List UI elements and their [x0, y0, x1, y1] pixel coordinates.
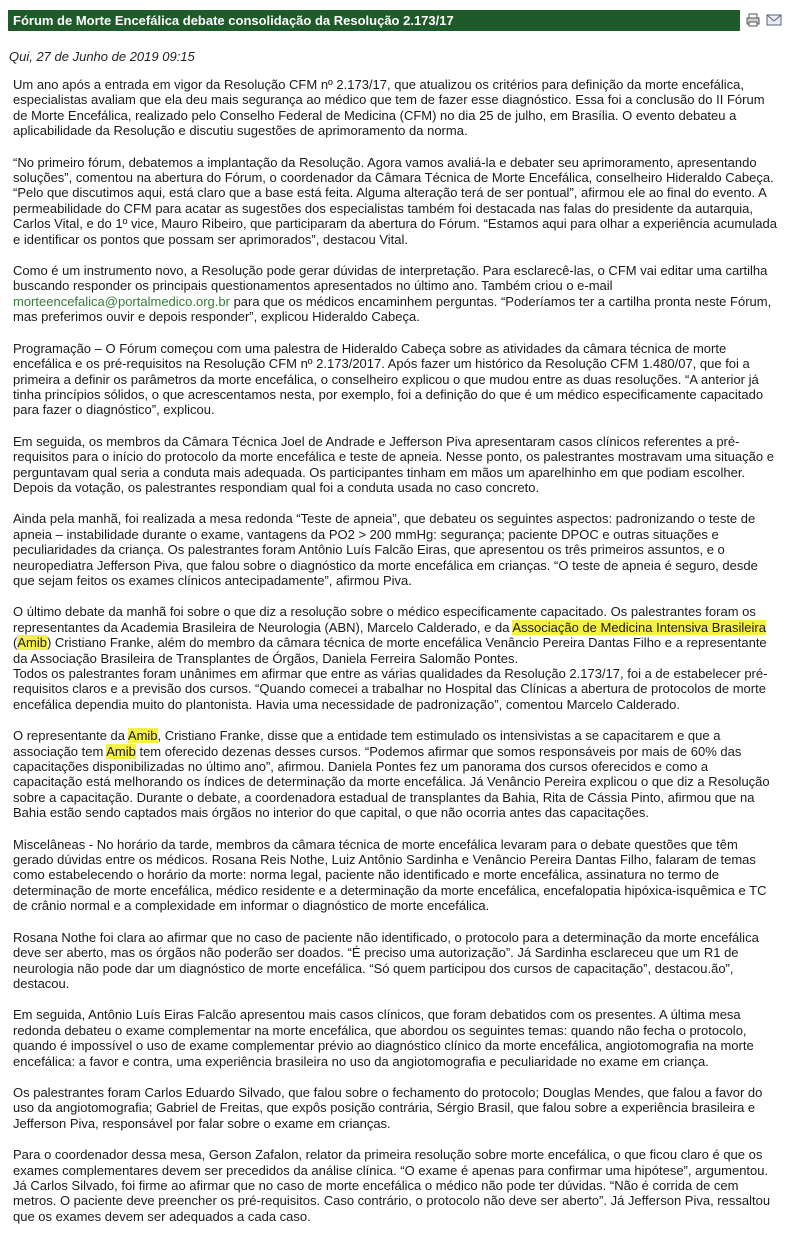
text: para que os médicos encaminhem perguntas. “Poderíamos ter a cartilha pronta neste Fórum, mas preferimos ouvir e depois responder”, explicou Hideraldo Cabeça. [13, 293, 772, 325]
highlighted-text: Amib [106, 743, 136, 759]
highlighted-text: Associação de Medicina Intensiva Brasileira [512, 619, 766, 635]
paragraph [13, 604, 779, 712]
paragraph: Rosana Nothe foi clara ao afirmar que no caso de paciente não identificado, o protocolo para a determinação da morte encefálica deve ser aberto, mas os órgãos não poderão ser doados. “É preciso uma autorização”. Já Sardinha esclareceu que um R1 de neurologia não pode dar um diagnóstico de morte encefálica. “Só quem participou dos cursos de capacitação”, destacou.ão”, destacou. [13, 929, 759, 991]
paragraph: Um ano após a entrada em vigor da Resolução CFM nº 2.173/17, que atualizou os critérios para definição da morte encefálica, especialistas avaliam que ela deu mais segurança ao médico que tem de fazer esse diagnóstico. Essa foi a conclusão do II Fórum de Morte Encefálica, realizado pelo Conselho Federal de Medicina (CFM) no dia 25 de julho, em Brasília. O evento debateu a aplicabilidade da Resolução e discutiu sugestões de aprimoramento da norma. [13, 77, 765, 139]
paragraph: Em seguida, Antônio Luís Eiras Falcão apresentou mais casos clínicos, que foram debatidos com os presentes. A última mesa redonda debateu o exame complementar na morte encefálica, que abordou os seguintes temas: quando não fecha o protocolo, quando é impossível o uso de exame complementar prévio ao diagnóstico clínico da morte encefálica, angiotomografia na morte encefálica: a favor e contra, uma experiência brasileira no uso da angiotomografia e peculiaridade no exame em criança. [13, 1007, 754, 1069]
text: ) Cristiano Franke, além do membro da câmara técnica de morte encefálica Venâncio Pereira Dantas Filho e a representante da Associação Brasileira de Transplantes de Órgãos, Daniela Ferreira Salomão Pontes. [13, 635, 767, 666]
text: ( [13, 635, 18, 651]
paragraph: Miscelâneas - No horário da tarde, membros da câmara técnica de morte encefálica levaram para o debate questões que têm gerado dúvidas entre os médicos. Rosana Reis Nothe, Luiz Antônio Sardinha e Venâncio Pereira Dantas Filho, falaram de temas como estabelecendo o horário da morte: norma legal, paciente não identificado e morte encefálica, assinatura no termo de determinação de morte encefálica, médico residente e a determinação da morte encefálica, encefalopatia hipóxica-isquêmica e TC de crânio normal e a complexidade em informar o diagnóstico de morte encefálica. [13, 836, 767, 914]
highlighted-text: Amib [17, 635, 47, 651]
article-title-bar [8, 10, 740, 31]
email-link[interactable]: morteencefalica@portalmedico.org.br [13, 293, 230, 309]
text: tem oferecido dezenas desses cursos. “Podemos afirmar que somos responsáveis por mais de 60% das capacitações disponibilizadas no último ano”, afirmou. Daniela Pontes fez um panorama dos cursos oferecidos e como a capacitação está melhorando os índices de determinação da morte encefálica. Já Venâncio Pereira explicou o que diz a Resolução sobre a capacitação. Durante o debate, a coordenadora estadual de transplantes da Bahia, Rita de Cássia Pinto, afirmou que na Bahia estão sendo captados mais órgãos no interior do que capital, o que não ocorria antes das capacitações. [13, 743, 770, 821]
paragraph [13, 263, 779, 325]
article-body [13, 77, 779, 1240]
article-date: Qui, 27 de Junho de 2019 09:15 [9, 49, 195, 64]
paragraph: Ainda pela manhã, foi realizada a mesa redonda “Teste de apneia”, que debateu os seguintes aspectos: padronizando o teste de apneia – instabilidade durante o exame, vantagens da PO2 > 200 mmHg: segurança; paciente DPOC e outras situações e peculiaridades da criança. Os palestrantes foram Antônio Luís Falcão Eiras, que apresentou os três primeiros assuntos, e o neuropediatra Jefferson Piva, que falou sobre o diagnóstico da morte encefálica em crianças. “O teste de apneia é seguro, desde que sejam feitos os exames clínicos antecipadamente”, afirmou Piva. [13, 511, 758, 588]
text: , Cristiano Franke, disse que a entidade tem estimulado os intensivistas a se capacitarem e que a associação tem [13, 728, 721, 759]
paragraph: Programação – O Fórum começou com uma palestra de Hideraldo Cabeça sobre as atividades da câmara técnica de morte encefálica e os pré-requisitos na Resolução CFM nº 2.173/2017. Após fazer um histórico da Resolução CFM 1.480/07, que foi a primeira a definir os parâmetros da morte encefálica, o conselheiro explicou o que mudou entre as duas resoluções. “A anterior já tinha princípios sólidos, o que acrescentamos nesta, por exemplo, foi a definição do que é um médico especificamente capacitado para fazer o diagnóstico”, explicou. [13, 340, 764, 418]
email-icon[interactable] [766, 13, 782, 32]
article-tools [746, 13, 782, 32]
paragraph: Em seguida, os membros da Câmara Técnica Joel de Andrade e Jefferson Piva apresentaram casos clínicos referentes a pré-requisitos para o início do protocolo da morte encefálica e teste de apneia. Nesse ponto, os palestrantes mostravam uma situação e perguntavam qual seria a conduta mais adequada. Os participantes tinham em mãos um aparelhinho em que podiam escolher. Depois da votação, os palestrantes respondiam qual foi a conduta usada no caso concreto. [13, 433, 774, 495]
text: O último debate da manhã foi sobre o que diz a resolução sobre o médico especificamente capacitado. Os palestrantes foram os representantes da Academia Brasileira de Neurologia (ABN), Marcelo Calderado, e da [13, 604, 756, 635]
article-title: Fórum de Morte Encefálica debate consolidação da Resolução 2.173/17 [13, 13, 454, 28]
highlighted-text: Amib [127, 728, 158, 744]
paragraph [13, 728, 779, 820]
text: Todos os palestrantes foram unânimes em afirmar que entre as várias qualidades da Resolução 2.173/17, foi a de estabelecer pré-requisitos claros e a previsão dos cursos. “Quando comecei a trabalhar no Hospital das Clínicas a abertura de protocolos de morte encefálica dependia muito do plantonista. Havia uma necessidade de padronização”, comentou Marcelo Calderado. [13, 666, 768, 712]
paragraph: Para o coordenador dessa mesa, Gerson Zafalon, relator da primeira resolução sobre morte encefálica, o que ficou claro é que os exames complementares devem ser precedidos da análise clínica. “O exame é apenas para confirmar uma hipótese”, argumentou. Já Carlos Silvado, foi firme ao afirmar que no caso de morte encefálica o médico não pode ter dúvidas. “Não é corrida de cem metros. O paciente deve preencher os pré-requisitos. Caso contrário, o protocolo não deve ser aberto”. Já Jefferson Piva, ressaltou que os exames devem ser adequados a cada caso. [13, 1147, 771, 1224]
paragraph: Os palestrantes foram Carlos Eduardo Silvado, que falou sobre o fechamento do protocolo; Douglas Mendes, que falou a favor do uso da angiotomografia; Gabriel de Freitas, que expôs posição contrária, Sérgio Brasil, que falou sobre a experiência brasileira e Jefferson Piva, responsável por falar sobre o exame em crianças. [13, 1084, 763, 1131]
print-icon[interactable] [746, 13, 760, 32]
text: Como é um instrumento novo, a Resolução pode gerar dúvidas de interpretação. Para esclarecê-las, o CFM vai editar uma cartilha buscando responder os principais questionamentos apresentados no último ano. Também criou o e-mail [13, 263, 768, 294]
paragraph: “No primeiro fórum, debatemos a implantação da Resolução. Agora vamos avaliá-la e debater seu aprimoramento, apresentando soluções”, comentou na abertura do Fórum, o coordenador da Câmara Técnica de Morte Encefálica, conselheiro Hideraldo Cabeça. “Pelo que discutimos aqui, está claro que a base está feita. Alguma alteração terá de ser pontual”, afirmou ele ao final do evento. A permeabilidade do CFM para acatar as sugestões dos especialistas também foi destacada nas falas do presidente da autarquia, Carlos Vital, e do 1º vice, Mauro Ribeiro, que participaram da abertura do Fórum. “Estamos aqui para olhar a experiência acumulada e identificar os pontos que possam ser aprimorados”, destacou Vital. [13, 154, 777, 247]
text: O representante da [13, 728, 128, 744]
